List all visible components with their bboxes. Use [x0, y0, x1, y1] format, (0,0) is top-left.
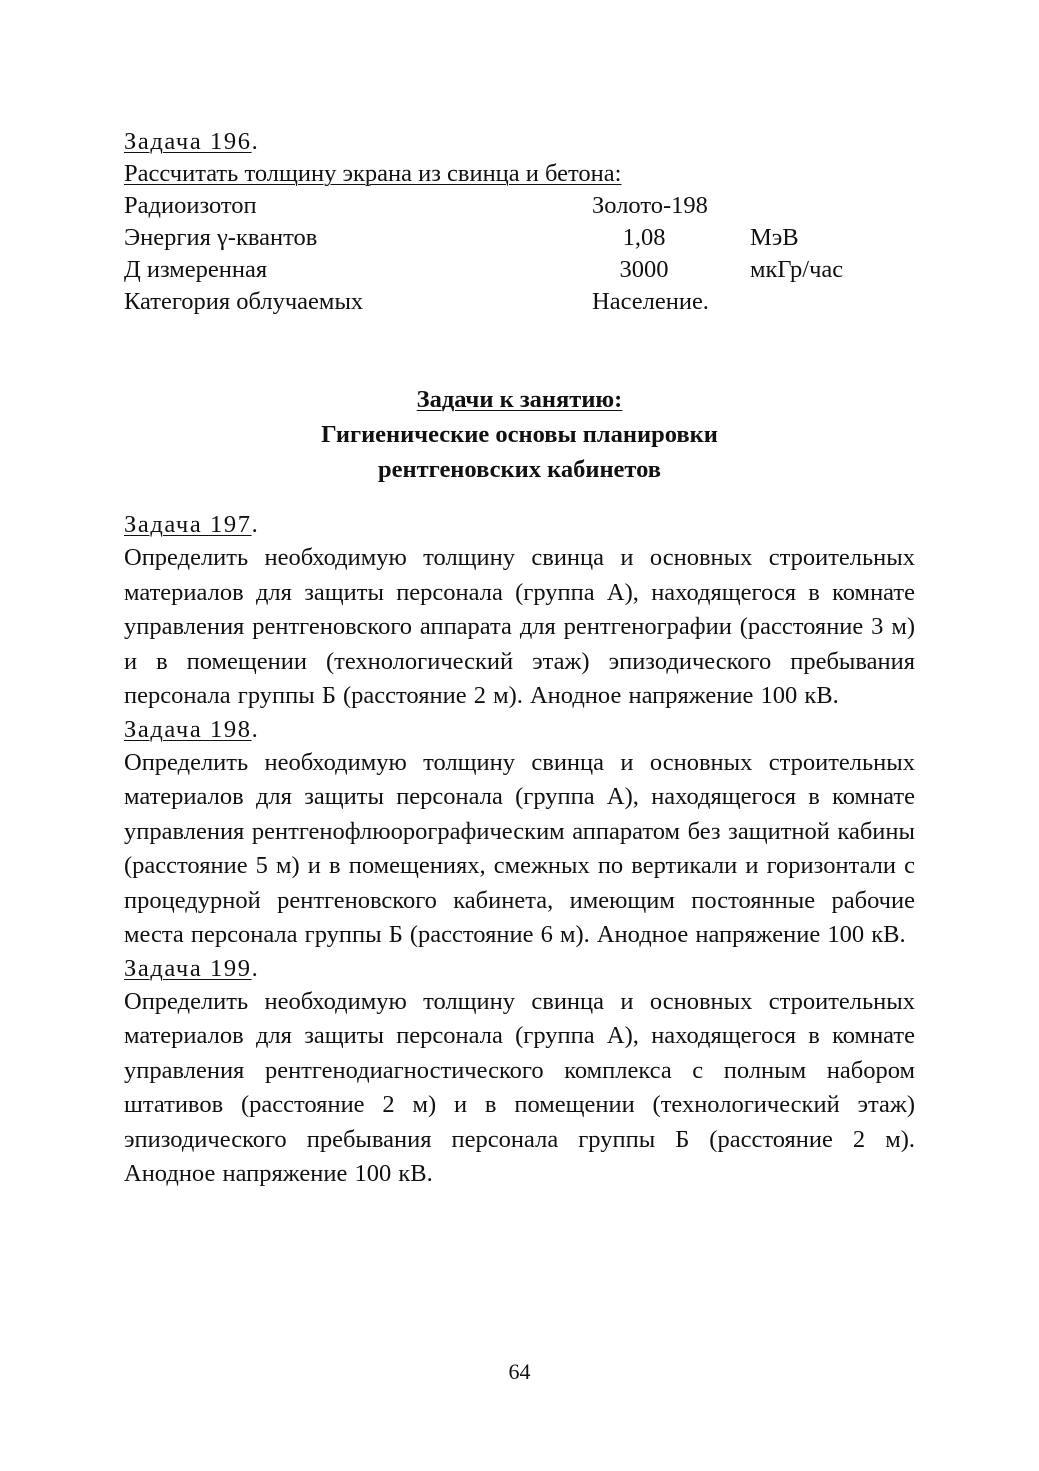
param-name: Радиоизотоп: [124, 192, 257, 219]
task-197-text: Определить необходимую толщину свинца и основных строительных материалов для защиты персонала (группа А), находящегося в комнате управления рентгеновского аппарата для рентгенографии (расстояние 3 м) и в помещении (технологический этаж) эпизодического пребывания персонала группы Б (расстояние 2 м). Анодное напряжение 100 кВ.: [124, 544, 915, 709]
section-subheading-2: рентгеновских кабинетов: [377, 456, 662, 483]
page-number: 64: [508, 1359, 531, 1384]
task-197-title-period: .: [251, 511, 260, 538]
param-value: Золото-198: [592, 192, 708, 219]
param-name: Энергия γ-квантов: [124, 224, 318, 251]
param-row-energy: [124, 222, 915, 254]
param-row-dose: [124, 254, 915, 286]
param-value: 3000: [619, 256, 669, 283]
param-unit: мкГр/час: [750, 256, 844, 283]
task-196-title-period: .: [251, 128, 258, 155]
spacer: [124, 487, 915, 509]
task-199-text: Определить необходимую толщину свинца и основных строительных материалов для защиты персонала (группа А), находящегося в комнате управления рентгенодиагностического комплекса с полным набором штативов (расстояние 2 м) и в помещении (технологический этаж) эпизодического пребывания персонала группы Б (расстояние 2 м). Анодное напряжение 100 кВ.: [124, 987, 915, 1187]
section-heading: [124, 382, 915, 417]
task-198-header: [124, 714, 915, 746]
task-198-title-period: .: [251, 715, 260, 743]
param-unit: МэВ: [750, 224, 799, 251]
task-198-title: Задача 198: [124, 715, 252, 743]
param-row-radioisotope: [124, 190, 915, 222]
task-197-header: [124, 509, 915, 541]
param-name: Категория облучаемых: [124, 288, 364, 315]
section-subheading-1: Гигиенические основы планировки: [321, 421, 718, 448]
task-199-title: Задача 199: [124, 954, 252, 982]
task-198-text: Определить необходимую толщину свинца и основных строительных материалов для защиты персонала (группа А), находящегося в комнате управления рентгенофлюорографическим аппаратом без защитной кабины (расстояние 5 м) и в помещениях, смежных по вертикали и горизонтали с процедурной рентгеновского кабинета, имеющим постоянные рабочие места персонала группы Б (расстояние 6 м). Анодное напряжение 100 кВ.: [124, 748, 915, 948]
task-196-intro-line: [124, 158, 915, 190]
task-197-title: Задача 197: [124, 511, 252, 538]
task-199-title-period: .: [251, 954, 260, 982]
task-196-intro: Рассчитать толщину экрана из свинца и бетона:: [124, 160, 622, 187]
param-row-category: [124, 286, 915, 318]
section-heading-title: Задачи к занятию:: [416, 386, 623, 413]
param-name: Д измеренная: [124, 256, 268, 283]
task-199-header: [124, 953, 915, 985]
param-value: Население.: [592, 288, 709, 315]
task-196-title: Задача 196: [124, 128, 252, 155]
param-value: 1,08: [622, 224, 666, 251]
task-196-header: [124, 126, 915, 158]
page-content: [124, 126, 915, 1192]
